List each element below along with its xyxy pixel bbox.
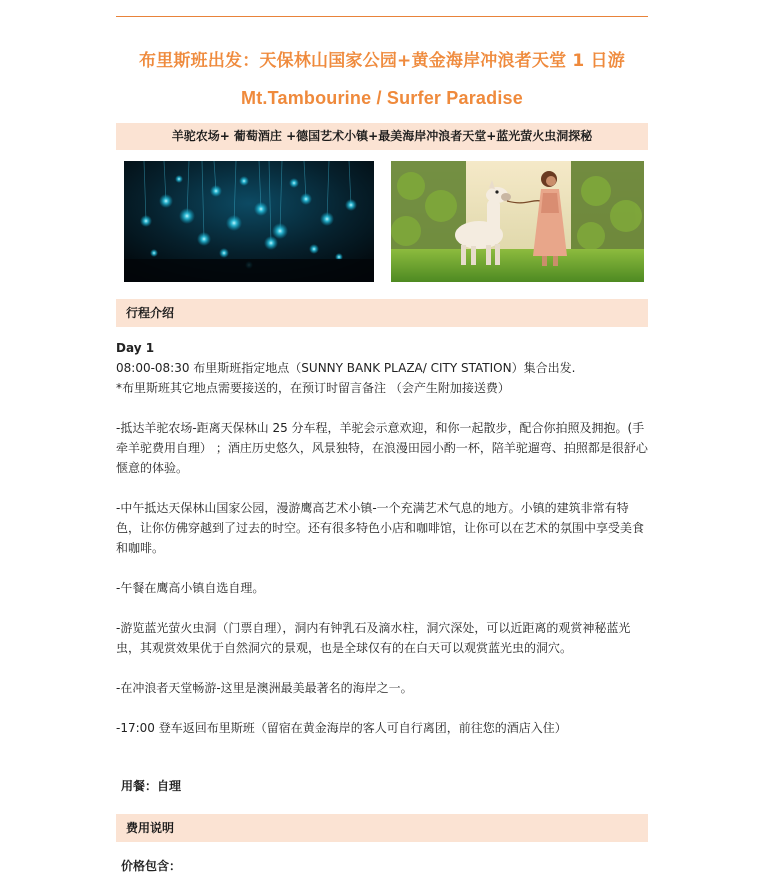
glowworm-cave-photo [124,161,374,282]
top-rule [116,16,648,17]
alpaca-vineyard-photo [391,161,644,282]
return-paragraph: -17:00 登车返回布里斯班（留宿在黄金海岸的客人可自行离团，前往您的酒店入住） [116,721,567,735]
page-title: 布里斯班出发：天保林山国家公园+黄金海岸冲浪者天堂 1 日游 [139,51,625,71]
meals-label: 用餐：自理 [121,779,182,793]
highlights-banner: 羊驼农场+ 葡萄酒庄 +德国艺术小镇+最美海岸冲浪者天堂+蓝光萤火虫洞探秘 [116,123,648,150]
pickup-note: *布里斯班其它地点需要接送的，在预订时留言备注 （会产生附加接送费） [116,381,510,395]
itinerary-heading: 行程介绍 [116,299,648,327]
itinerary-body [116,338,648,738]
day-label: Day 1 [116,341,155,355]
park-paragraph: -中午抵达天保林山国家公园，漫游鹰高艺术小镇-一个充满艺术气息的地方。小镇的建筑非常有特色，让你仿佛穿越到了过去的时空。还有很多特色小店和咖啡馆，让你可以在艺术的氛围中享受美食和咖啡。 [116,501,645,555]
meet-line: 08:00-08:30 布里斯班指定地点（SUNNY BANK PLAZA/ CITY STATION）集合出发. [116,361,576,375]
cave-paragraph: -游览蓝光萤火虫洞（门票自理），洞内有钟乳石及滴水柱，洞穴深处，可以近距离的观赏神秘蓝光虫，其观赏效果优于自然洞穴的景观，也是全球仅有的在白天可以观赏蓝光虫的洞穴。 [116,621,631,655]
includes-label: 价格包含： [121,859,182,873]
fees-heading: 费用说明 [116,814,648,842]
page-subtitle: Mt.Tambourine / Surfer Paradise [241,88,523,108]
alpaca-paragraph: -抵达羊驼农场-距离天保林山 25 分车程，羊驼会示意欢迎，和你一起散步，配合你拍照及拥抱。(手牵羊驼费用自理） ；酒庄历史悠久，风景独特，在浪漫田园小酌一杯，陪羊驼遛弯、拍照都是很舒心惬意的体验。 [116,421,648,475]
surfers-paragraph: -在冲浪者天堂畅游-这里是澳洲最美最著名的海岸之一。 [116,681,413,695]
lunch-paragraph: -午餐在鹰高小镇自选自理。 [116,581,265,595]
